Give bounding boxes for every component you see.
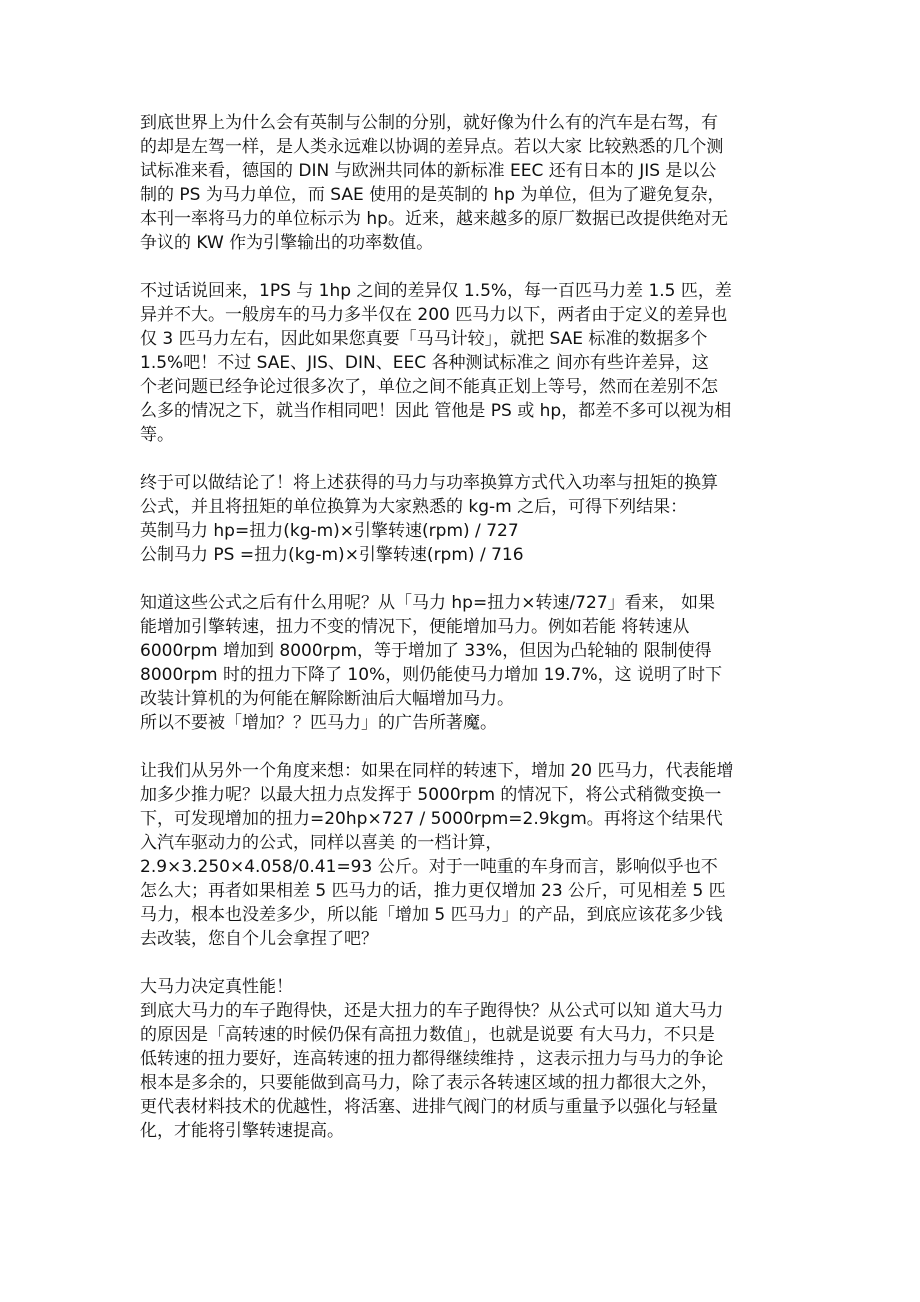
text-line: 所以不要被「增加？？匹马力」的广告所著魔。 <box>140 713 497 733</box>
text-line: 6000rpm 增加到 8000rpm，等于增加了 33%，但因为凸轮轴的 限制使得 <box>140 641 712 661</box>
text-line: 英制马力 hp=扭力(kg-m)×引擎转速(rpm) / 727 <box>140 521 519 541</box>
text-line: 化，才能将引擎转速提高。 <box>140 1121 344 1141</box>
text-line: 2.9×3.250×4.058/0.41=93 公斤。对于一吨重的车身而言，影响似乎也不 <box>140 857 718 877</box>
text-line: 么多的情况之下，就当作相同吧！因此 管他是 PS 或 hp，都差不多可以视为相 <box>140 401 732 421</box>
text-line: 加多少推力呢？以最大扭力点发挥于 5000rpm 的情况下，将公式稍微变换一 <box>140 785 722 805</box>
paragraph-4 <box>140 591 785 735</box>
text-line: 仅 3 匹马力左右，因此如果您真要「马马计较」，就把 SAE 标准的数据多个 <box>140 329 708 349</box>
text-line: 个老问题已经争论过很多次了，单位之间不能真正划上等号，然而在差别不怎 <box>140 377 718 397</box>
text-line: 让我们从另外一个角度来想：如果在同样的转速下，增加 20 匹马力，代表能增 <box>140 761 734 781</box>
text-line: 下，可发现增加的扭力=20hp×727 / 5000rpm=2.9kgm。再将这个结果代 <box>140 809 723 829</box>
text-line: 的却是左驾一样，是人类永远难以协调的差异点。若以大家 比较熟悉的几个测 <box>140 137 724 157</box>
text-line: 到底大马力的车子跑得快，还是大扭力的车子跑得快？从公式可以知 道大马力 <box>140 1001 724 1021</box>
text-line: 本刊一率将马力的单位标示为 hp。近来，越来越多的原厂数据已改提供绝对无 <box>140 209 728 229</box>
paragraph-2 <box>140 279 785 447</box>
text-line: 改装计算机的为何能在解除断油后大幅增加马力。 <box>140 689 514 709</box>
document-page <box>140 111 785 1167</box>
text-line: 终于可以做结论了！将上述获得的马力与功率换算方式代入功率与扭矩的换算 <box>140 473 718 493</box>
text-line: 异并不大。一般房车的马力多半仅在 200 匹马力以下，两者由于定义的差异也 <box>140 305 728 325</box>
text-line: 怎么大；再者如果相差 5 匹马力的话，推力更仅增加 23 公斤，可见相差 5 匹 <box>140 881 726 901</box>
text-line: 公制马力 PS =扭力(kg-m)×引擎转速(rpm) / 716 <box>140 545 524 565</box>
text-line: 到底世界上为什么会有英制与公制的分别，就好像为什么有的汽车是右驾，有 <box>140 113 718 133</box>
paragraph-3 <box>140 471 785 567</box>
text-line: 1.5%吧！不过 SAE、JIS、DIN、EEC 各种测试标准之 间亦有些许差异，这 <box>140 353 709 373</box>
text-line: 不过话说回来，1PS 与 1hp 之间的差异仅 1.5%，每一百匹马力差 1.5 匹，差 <box>140 281 732 301</box>
text-line: 公式，并且将扭矩的单位换算为大家熟悉的 kg-m 之后，可得下列结果： <box>140 497 688 517</box>
paragraph-1 <box>140 111 785 255</box>
paragraph-5 <box>140 759 785 951</box>
text-line: 8000rpm 时的扭力下降了 10%，则仍能使马力增加 19.7%，这 说明了时下 <box>140 665 723 685</box>
text-line: 大马力决定真性能！ <box>140 977 293 997</box>
text-line: 去改装，您自个儿会拿捏了吧？ <box>140 929 378 949</box>
text-line: 能增加引擎转速，扭力不变的情况下，便能增加马力。例如若能 将转速从 <box>140 617 690 637</box>
text-line: 试标准来看，德国的 DIN 与欧洲共同体的新标准 EEC 还有日本的 JIS 是以公 <box>140 161 717 181</box>
text-line: 更代表材料技术的优越性，将活塞、进排气阀门的材质与重量予以强化与轻量 <box>140 1097 718 1117</box>
text-line: 根本是多余的，只要能做到高马力，除了表示各转速区域的扭力都很大之外， <box>140 1073 718 1093</box>
text-line: 马力，根本也没差多少，所以能「增加 5 匹马力」的产品，到底应该花多少钱 <box>140 905 723 925</box>
text-line: 低转速的扭力要好，连高转速的扭力都得继续维持 ，这表示扭力与马力的争论 <box>140 1049 724 1069</box>
paragraph-6 <box>140 975 785 1143</box>
text-line: 争议的 KW 作为引擎输出的功率数值。 <box>140 233 434 253</box>
text-line: 知道这些公式之后有什么用呢？从「马力 hp=扭力×转速/727」看来， 如果 <box>140 593 716 613</box>
text-line: 等。 <box>140 425 174 445</box>
text-line: 制的 PS 为马力单位，而 SAE 使用的是英制的 hp 为单位，但为了避免复杂， <box>140 185 725 205</box>
text-line: 入汽车驱动力的公式，同样以喜美 的一档计算， <box>140 833 503 853</box>
text-line: 的原因是「高转速的时候仍保有高扭力数值」，也就是说要 有大马力，不只是 <box>140 1025 715 1045</box>
